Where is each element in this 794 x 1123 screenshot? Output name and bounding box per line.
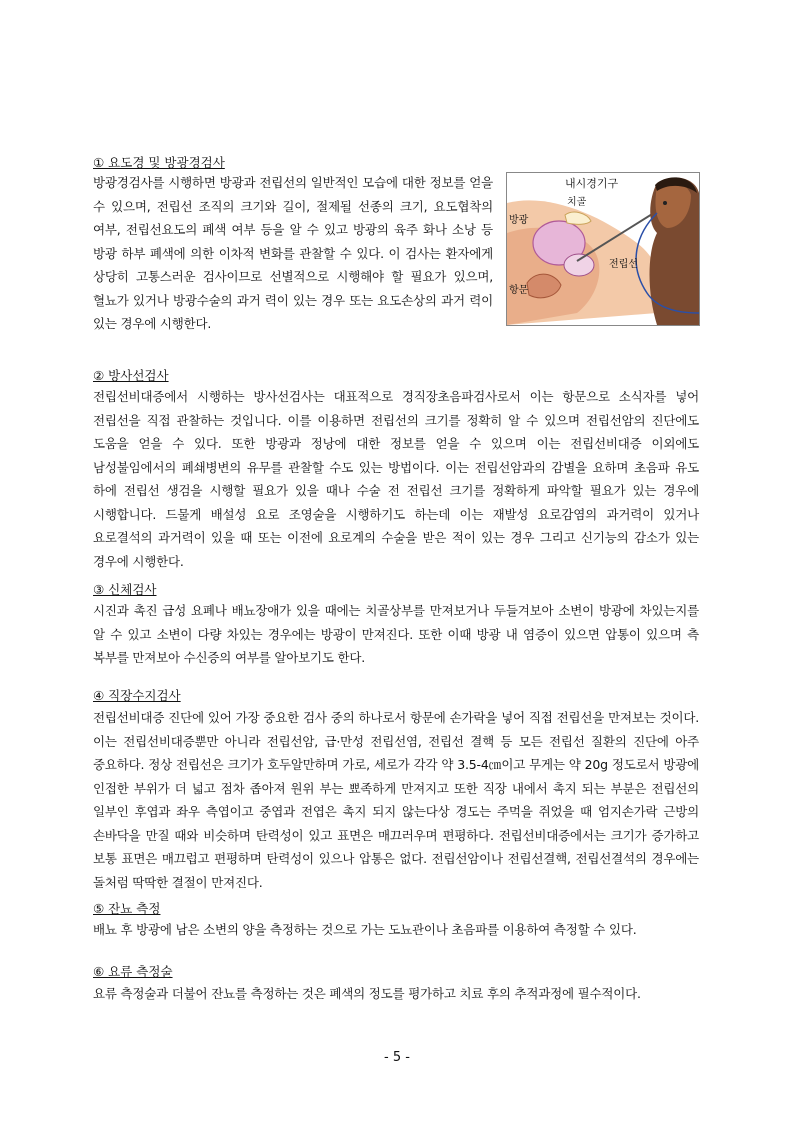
section-1-heading: ① 요도경 및 방광경검사 xyxy=(93,155,225,170)
label-prostate: 전립선 xyxy=(609,259,638,270)
section-2-body: 전립선비대증에서 시행하는 방사선검사는 대표적으로 경직장초음파검사로서 이는 항문으로 소식자를 넣어 전립선을 직접 관찰하는 것입니다. 이를 이용하면 전립선의 크기를 정확히 알 수 있으며 전립선암의 진단에도 도움을 얻을 수 있다. 또한 방광과 정낭에 대한 정보를 얻을 수 있으며 이는 전립선비대증 이외에도 남성불임에서의 폐쇄병변의 유무를 관찰할 수도 있는 방법이다. 이는 전립선암과의 감별을 요하며 초음파 유도 하에 전립선 생검을 시행할 필요가 있을 때나 수술 전 전립선 크기를 정확하게 파악할 필요가 있는 경우에 시행합니다. 드물게 배설성 요로 조영술을 시행하기도 하는데 이는 재발성 요로감염의 과거력이 있거나 요로결석의 과거력이 있을 때 또는 이전에 요로계의 수술을 받은 적이 있는 경우 그리고 신기능의 감소가 있는 경우에 시행한다. xyxy=(93,389,699,569)
section-6-body: 요류 측정술과 더불어 잔뇨를 측정하는 것은 폐색의 정도를 평가하고 치료 후의 추적과정에 필수적이다. xyxy=(93,986,641,1001)
page-number: - 5 - xyxy=(384,1050,410,1065)
label-bladder: 방광 xyxy=(509,215,529,226)
section-4-heading: ④ 직장수지검사 xyxy=(93,688,181,703)
section-2-heading: ② 방사선검사 xyxy=(93,368,169,383)
label-anus: 항문 xyxy=(509,285,529,296)
cystoscopy-illustration xyxy=(506,172,700,326)
label-scope: 내시경기구 xyxy=(565,177,619,190)
section-4-body: 전립선비대증 진단에 있어 가장 중요한 검사 중의 하나로서 항문에 손가락을 넣어 직접 전립선을 만져보는 것이다. 이는 전립선비대증뿐만 아니라 전립선암, 급·만성 전립선염, 전립선 결핵 등 모든 전립선 질환의 진단에 아주 중요하다. 정상 전립선은 크기가 호두알만하며 가로, 세로가 각각 약 3.5-4㎝이고 무게는 약 20g 정도로서 방광에 인접한 부위가 더 넓고 점차 좁아져 원위 부는 뾰족하게 만져지고 또한 직장 내에서 촉지 되는 부분은 전립선의 일부인 후엽과 좌우 측엽이고 중엽과 전엽은 촉지 되지 않는다상 경도는 주먹을 쥐었을 때 엄지손가락 근방의 손바닥을 만질 때와 비슷하며 탄력성이 있고 표면은 매끄러우며 편평하다. 전립선비대증에서는 크기가 증가하고 보통 표면은 매끄럽고 편평하며 탄력성이 있으나 압통은 없다. 전립선암이나 전립선결핵, 전립선결석의 경우에는 돌처럼 딱딱한 결절이 만져진다. xyxy=(93,710,699,890)
section-5-heading: ⑤ 잔뇨 측정 xyxy=(93,901,161,916)
label-pubis: 치골 xyxy=(567,197,587,208)
section-3-heading: ③ 신체검사 xyxy=(93,582,157,597)
section-1-body: 방광경검사를 시행하면 방광과 전립선의 일반적인 모습에 대한 정보를 얻을 수 있으며, 전립선 조직의 크기와 길이, 절제될 선종의 크기, 요도협착의 여부, 전립선요도의 폐색 여부 등을 알 수 있고 방광의 육주 화나 소낭 등 방광 하부 폐색에 의한 이차적 변화를 관찰할 수 있다. 이 검사는 환자에게 상당히 고통스러운 검사이므로 선별적으로 시행해야 할 필요가 있으며, 혈뇨가 있거나 방광수술의 과거 력이 있는 경우 또는 요도손상의 과거 력이 있는 경우에 시행한다. xyxy=(93,175,493,331)
section-5-body: 배뇨 후 방광에 남은 소변의 양을 측정하는 것으로 가는 도뇨관이나 초음파를 이용하여 측정할 수 있다. xyxy=(93,922,637,937)
section-3-body: 시진과 촉진 급성 요폐나 배뇨장애가 있을 때에는 치골상부를 만져보거나 두들겨보아 소변이 방광에 차있는지를 알 수 있고 소변이 다량 차있는 경우에는 방광이 만져진다. 또한 이때 방광 내 염증이 있으면 압통이 있으며 측 복부를 만져보아 수신증의 여부를 알아보기도 한다. xyxy=(93,603,699,665)
section-6-heading: ⑥ 요류 측정술 xyxy=(93,964,173,979)
